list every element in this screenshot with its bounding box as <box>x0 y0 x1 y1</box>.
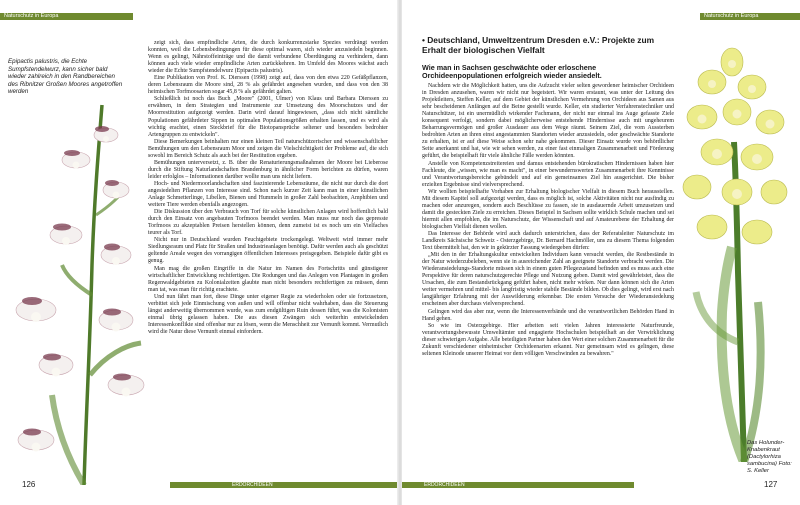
section-title: • Deutschland, Umweltzentrum Dresden e.V.: Projekte zum Erhalt der biologischen Vielfalt <box>422 35 655 55</box>
running-header: Naturschutz in Europa <box>4 13 59 19</box>
paragraph: Die Diskussion über den Verbrauch von Torf für solche künstlichen Anlagen wird hoffentlich bald durch den Einsatz von angebauten Torfmoos beendet werden. Man muss nur noch das gepresste Torfmoos zu akzeptablen Preisen herstellen können, denn zumeist ist es noch um ein Vielfaches teurer als Torf. <box>148 209 388 237</box>
running-footer: ERDORCHIDEEN <box>232 482 273 488</box>
paragraph: Hoch- und Niedermoorlandschaften sind faszinierende Lebensräume, die nicht nur durch die dort angesiedelten Pflanzen von Interesse sind. Schon nach kurzer Zeit kann man in einer künstlichen Anlage Schmetterlinge, Libellen, Bienen und Hummeln in großer Zahl beobachten, Amphibien und weitere Tiere werden ebenfalls angezogen. <box>148 180 388 209</box>
paragraph: So wie im Osterzgebirge. Hier arbeiten seit vielen Jahren interessierte Naturfreunde, verantwortungsbewusste Umweltämter und engagierte Hochschulen beispielhaft an der Verwirklichung dieser schwierigen Aufgabe. Alle beteiligten Partner haben den Wert einer solchen Zusammenarbeit für die Zukunft verschiedener einheimischer Orchideenarten erkannt. Nur gemeinsam wird es gelingen, diese seltenen Kleinode unserer Heimat vor dem völligen Verschwinden zu bewahren." <box>422 322 674 357</box>
paragraph: Anstelle von Kompetenzstreitereien und damus entstehenden bürokratischen Hindernissen haben hier Fachleute, die „wissen, wie man es macht", in einer bewundernswerten Zusammenarbeit ihre Kenntnisse und Verantwortungsbereiche gebündelt und auf ein gemeinsames Ziel hin ausgerichtet. Die bisher erzielten Ergebnisse sind vielversprechend. <box>422 160 674 188</box>
paragraph: Bemühungen unterversetzt, z. B. über die Renaturierungsmaßnahmen der Moore bei Lieberose durch die Stiftung Naturlandschaften Brandenburg in ähnlicher Form berichten zu dürfen, waren leider erfolglos – Informationen darüber wollte man uns nicht liefern. <box>148 159 388 180</box>
paragraph: Und nun fährt man fort, diese Dinge unter eigener Regie zu wiederholen oder sie fortzusetzen, verbittet sich jede Einmischung von außen und will offenbar nicht wahrhaben, dass die Steuerung längst anderweitig übernommen wurde, was zum endgültigen Ruin dessen führt, was die Kolonisten einmal übrig gelassen haben. Die aus diesen Zwängen sich weiterhin entwickelnden Interessenkonflikte sind offenbar nur zu lösen, wenn die Menschheit zur Vernunft kommt. Vermutlich wird die Natur diese Vernunft einmal einfordern. <box>148 293 388 335</box>
paragraph: Eine Publikation von Prof. K. Dierssen (1998) zeigt auf, dass von den etwa 220 Gefäßpflanzen, deren Lebensraum die Moore sind, 28 % als gefährdet angesehen wurden, und dass von den 38 heimischen Torfmoosarten sogar 45,8 % als gefährdet galten. <box>148 75 388 96</box>
orchid-photo <box>682 42 794 462</box>
running-footer: ERDORCHIDEEN <box>424 482 465 488</box>
paragraph: zeigt sich, dass empfindliche Arten, die durch konkurrenzstarke Spezies verdrängt werden konnten, weil die Lebensbedingungen für diese optimal waren, sich wieder anzusiedeln beginnen. Wenn es gelingt, Nährstoffeinträge und die damit verbundene Überdüngung zu verhindern, dann können auch viele wieder empfindliche Arten zurückkehren. Im Umfeld des Moores wächst auch wieder die Echte Sumpfstendelwurz (Epipactis palustris). <box>148 40 388 75</box>
page-number: 126 <box>22 480 36 489</box>
paragraph: Man mag die großen Eingriffe in die Natur im Namen des Fortschritts und günstigerer wirtschaftlicher Entwicklung rechtfertigen. Die Rodungen und das Anlegen von Plantagen in großen Regenwaldgebieten zu Kolonialzeiten glaubte man nicht besonders rechtfertigen zu müssen, denn man tat, was man für richtig erachtete. <box>148 265 388 293</box>
paragraph: Das Interesse der Behörde wird auch dadurch unterstrichen, dass der Referatsleiter Naturschutz im Landkreis Sächsische Schweiz - Osterzgebirge, Dr. Bernard Hachmöller, uns zu diesem Thema folgenden Text übermittelt hat, den wir in gekürzter Fassung wiedergeben dürfen: <box>422 230 674 252</box>
paragraph: „Mit den in der Erhaltungskultur entwickelten Individuen kann versucht werden, die Restbestände in der Natur wiederzubeleben, wenn sie in ausreichender Zahl an geeignete Standorte verbracht werden. Die Wiederansiedelungs-Standorte müssen sich in einem guten Pflegezustand befinden und es muss auch eine Perspektive für deren naturschutzgerechte Pflege und Nutzung geben. Damit wird gewährleistet, dass die Ursachen, die zum Bestandsrückgang geführt haben, nicht mehr wirken. Nur dann können sich die Arten weiter vermehren und mittel- bis langfristig wieder stabile Bestände bilden. Ob dies gelingt, wird erst nach langjähriger Erfahrung mit der Auswilderung erkennbar. Die ersten Versuche der Wiederansiedelung erscheinen aber durchaus vielversprechend. <box>422 252 674 308</box>
footer-bar <box>170 482 398 488</box>
left-page <box>0 0 398 505</box>
paragraph: Nachdem wir die Möglichkeit hatten, uns die Aufzucht vieler selten gewordener heimischer Orchideen in Dresden anzusehen, waren wir nicht nur begeistert. Wir waren erstaunt, was unter der Leitung des Projektleiters, Steffen Keller, auf dem Gebiet der künstlichen Vermehrung von Orchideen aus Samen aus sehr bescheidenen Anfängen auf die Beine gestellt wurde. Keller, ein studierter Verfahrenstechniker und Naturschützer, ist ein unermüdlich wirkender Fachmann, der nicht nur einmal ins Auge gefasste Ziele konsequent verfolgt, sondern dabei möglicherweise entstehende Hindernisse auch mit ungeheurem Beharrungsvermögen und großer Ausdauer aus dem Wege räumt. Seinem Ziel, die vom Aussterben bedrohten Arten an ihren einst angestammten Standorten wieder anzusiedeln, oder geschwächte Standorte zu erhalten, ist er auf diese Weise schon sehr nahe gekommen. Dieser Einsatz wurde von behördlicher Seite anerkannt und hat, wie wir sehen werden, zu einer fast einmaligen Zusammenarbeit und Förderung geführt, die beispielhaft für viele ähnliche Fälle werden könnten. <box>422 83 674 160</box>
sub-title: Wie man in Sachsen geschwächte oder erloschene Orchideenpopulationen erfolgreich wieder ansiedelt. <box>422 63 602 81</box>
paragraph: Wir wollten beispielhafte Vorhaben zur Erhaltung biologischer Vielfalt in diesem Buch herausstellen. Mit diesem Kapitel soll aufgezeigt werden, dass es möglich ist, solche Aktivitäten nicht nur ausfindig zu machen oder anzuregen, sondern auch Beschlüsse zu fassen, sie in ausdauernde Arbeit umzusetzen und damit die gesteckten Ziele zu erreichen. Dieses Beispiel in Sachsen sollte wirklich Schule machen und sei hiermit allen empfohlen, die im Naturschutz, der Wissenschaft und auf Amateurebene der Erhaltung der biologischen Vielfalt dienen wollen. <box>422 188 674 230</box>
figure-caption: Das Holunder-Knabenkraut (Dactylorhiza sambucina) Foto: S. Keller <box>747 440 792 474</box>
right-page <box>402 0 800 505</box>
article-column-right <box>422 83 674 358</box>
orchid-photo <box>6 95 154 485</box>
paragraph: Schließlich ist noch das Buch „Moore" (2001, Ulmer) von Klaus und Barbara Dierssen zu erwähnen, in dem Strategien und Instrumente zur Umsetzung des Moorschutzes und der Moorrestitution aufgezeigt werden. Darin wird darauf hingewiesen, „dass sich nicht sämtliche Populationen gefährdeter Sippen in optimalen Populationsgrößen erhalten lassen, und es wird als wichtig erachtet, einen Steckbrief für die Biotopansprüche seltener und besonders bedrohter Artengruppen zu entwickeln". <box>148 96 388 138</box>
running-header: Naturschutz in Europa <box>704 13 759 19</box>
figure-caption: Epipactis palustris, die Echte Sumpfstendelwurz, kann sicher bald wieder zahlreich in den Randbereichen des Ribnitzer Großen Moores angetroffen werden <box>8 58 123 96</box>
page-number: 127 <box>764 480 778 489</box>
paragraph: Nicht nur in Deutschland wurden Feuchtgebiete trockengelegt. Weltweit wird immer mehr Siedlungsraum und Platz für Straßen und Industrieanlagen benötigt. Dafür werden auch als geschützt geltende Areale wegen des vorrangigen öffentlichen Interesses preisgegeben. Beispiele dafür gibt es genug. <box>148 237 388 265</box>
article-column-left <box>148 40 388 336</box>
paragraph: Diese Bemerkungen beinhalten nur einen kleinen Teil naturschützerischer und wissenschaftlicher Bemühungen um den Lebensraum Moor und zeigen die Vielschichtigkeit der Probleme auf, die sich sowohl im Bereich Schutz als auch bei der Restitution ergeben. <box>148 138 388 159</box>
paragraph: Gelingen wird das aber nur, wenn die Interessenverbände und die verantwortlichen Behörden Hand in Hand gehen. <box>422 308 674 322</box>
